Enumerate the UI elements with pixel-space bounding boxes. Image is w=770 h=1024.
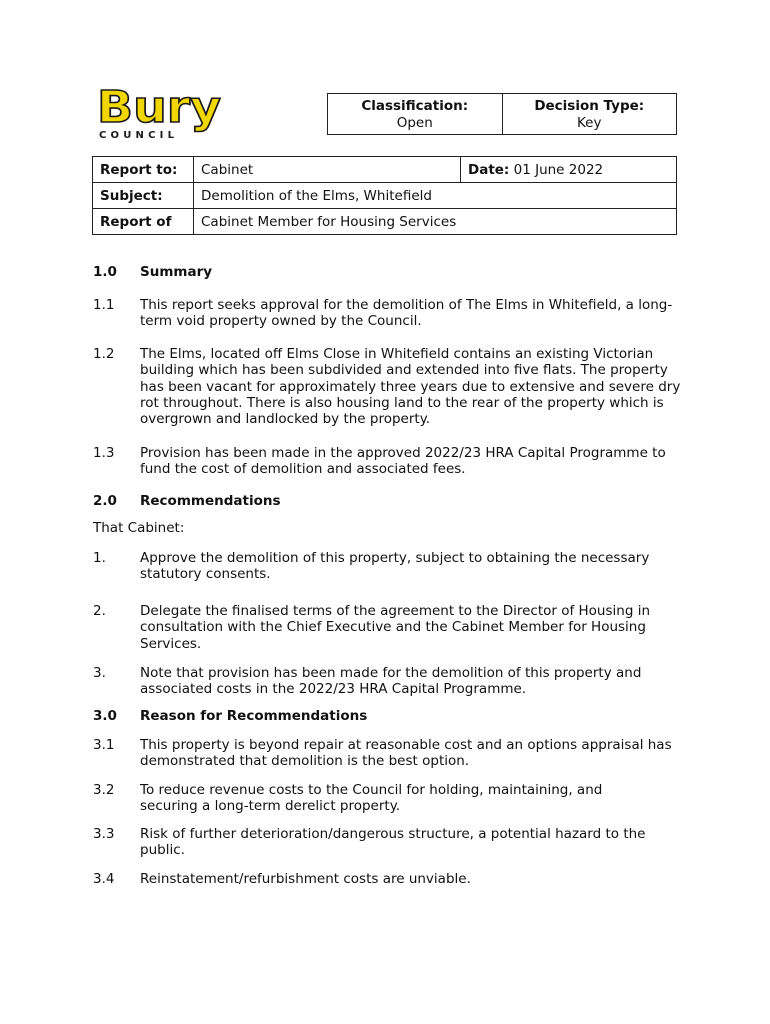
date-cell [461, 157, 677, 183]
recommendation-3: Note that provision has been made for the demolition of this property and associated costs in the 2022/23 HRA Capital Programme. [140, 665, 642, 698]
decision-type-label: Decision Type: [534, 98, 645, 114]
logo-wordmark: Bury [97, 86, 221, 133]
paragraph-1-1: This report seeks approval for the demolition of The Elms in Whitefield, a long-term void property owned by the Council. [140, 297, 673, 330]
report-details-table [92, 156, 677, 235]
recommendation-number: 3. [93, 665, 106, 681]
section-number: 2.0 [93, 493, 117, 509]
logo-subtitle: COUNCIL [99, 130, 179, 141]
recommendation-number: 1. [93, 550, 106, 566]
decision-type-value: Key [577, 115, 602, 131]
report-to-value: Cabinet [194, 157, 461, 183]
recommendation-1: Approve the demolition of this property, subject to obtaining the necessary statutory consents. [140, 550, 650, 583]
section-title-reasons: Reason for Recommendations [140, 708, 368, 724]
subject-value: Demolition of the Elms, Whitefield [194, 183, 677, 209]
subject-label: Subject: [93, 183, 194, 209]
date-label: Date: [468, 161, 510, 178]
paragraph-3-1: This property is beyond repair at reasonable cost and an options appraisal has demonstrated that demolition is the best option. [140, 737, 672, 770]
paragraph-1-3: Provision has been made in the approved 2022/23 HRA Capital Programme to fund the cost of demolition and associated fees. [140, 445, 666, 478]
paragraph-number: 1.2 [93, 346, 115, 362]
report-to-row [93, 157, 677, 183]
paragraph-number: 3.4 [93, 871, 115, 887]
recommendation-number: 2. [93, 603, 106, 619]
subject-row [93, 183, 677, 209]
report-of-row [93, 209, 677, 235]
bury-council-logo [95, 86, 225, 142]
paragraph-3-4: Reinstatement/refurbishment costs are unviable. [140, 871, 471, 887]
paragraph-1-2: The Elms, located off Elms Close in Whitefield contains an existing Victorian building which has been subdivided and extended into five flats. The property has been vacant for approximately three years due to extensive and severe dry rot throughout. There is also housing land to the rear of the property which is overgrown and landlocked by the property. [140, 346, 681, 428]
classification-value: Open [396, 115, 433, 131]
report-of-label: Report of [93, 209, 194, 235]
paragraph-number: 1.1 [93, 297, 115, 313]
paragraph-number: 3.3 [93, 826, 115, 842]
classification-cell [328, 94, 502, 134]
section-number: 1.0 [93, 264, 117, 280]
report-of-value: Cabinet Member for Housing Services [194, 209, 677, 235]
classification-table [327, 93, 677, 135]
paragraph-3-3: Risk of further deterioration/dangerous structure, a potential hazard to the public. [140, 826, 646, 859]
paragraph-number: 3.1 [93, 737, 115, 753]
paragraph-number: 3.2 [93, 782, 115, 798]
date-value: 01 June 2022 [509, 161, 604, 178]
paragraph-3-2: To reduce revenue costs to the Council for holding, maintaining, and securing a long-term derelict property. [140, 782, 603, 815]
recommendations-intro: That Cabinet: [93, 520, 185, 536]
recommendation-2: Delegate the finalised terms of the agreement to the Director of Housing in consultation with the Chief Executive and the Cabinet Member for Housing Services. [140, 603, 651, 652]
report-to-label: Report to: [93, 157, 194, 183]
section-title-recommendations: Recommendations [140, 493, 281, 509]
classification-label: Classification: [361, 98, 469, 114]
section-number: 3.0 [93, 708, 117, 724]
paragraph-number: 1.3 [93, 445, 115, 461]
section-title-summary: Summary [140, 264, 213, 280]
decision-type-cell [502, 94, 677, 134]
